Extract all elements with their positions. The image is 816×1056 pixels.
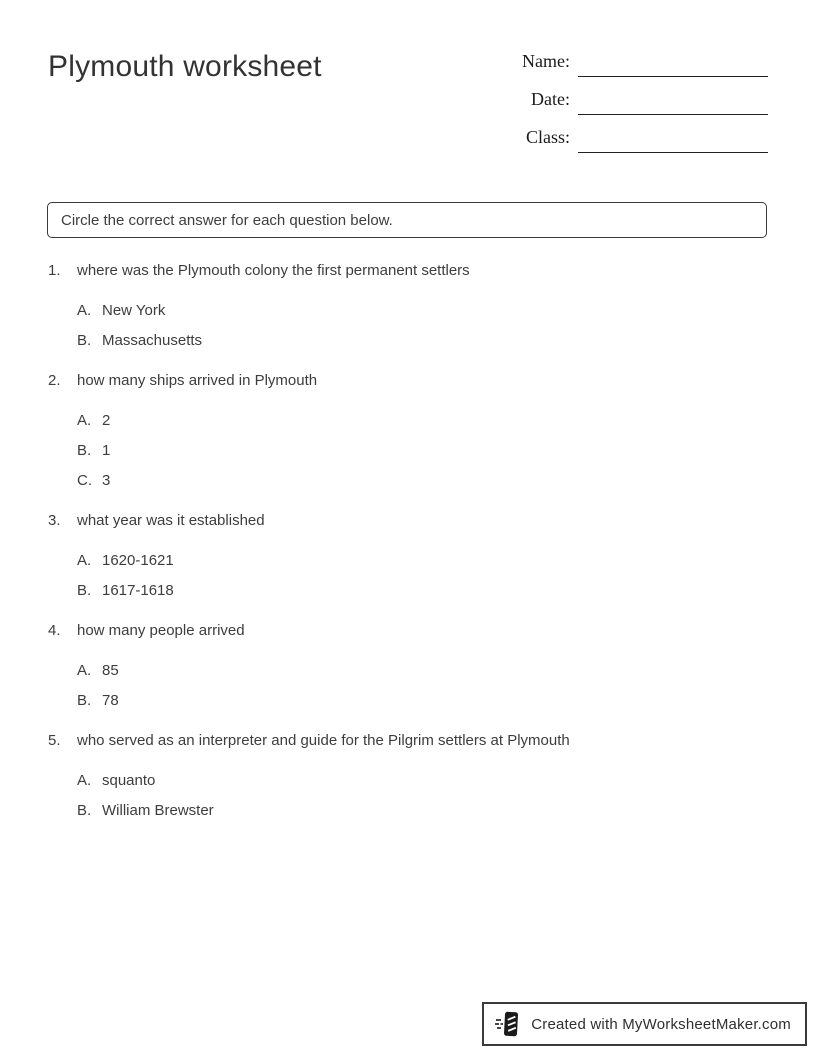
date-label: Date: [531,89,570,109]
question-3 [48,511,768,601]
class-label: Class: [525,127,570,147]
option-text: 78 [102,692,119,709]
date-field-row [496,88,768,115]
option-letter: B. [77,332,92,349]
worksheet-bolt-logo-icon [495,1010,522,1038]
option-text: 85 [102,662,119,679]
question-row [48,261,768,281]
name-label: Name: [522,51,570,71]
option-letter: A. [77,552,92,569]
option-text: 3 [102,472,111,489]
options-list [77,771,768,821]
option-letter: A. [77,662,92,679]
instructions-text: Circle the correct answer for each question below. [61,211,393,229]
answer-option [77,301,768,321]
question-number: 2. [48,372,61,389]
options-list [77,551,768,601]
answer-option [77,661,768,681]
option-text: Massachusetts [102,332,203,349]
options-list [77,661,768,711]
answer-option [77,331,768,351]
question-number: 3. [48,512,61,529]
class-blank-line [578,126,768,153]
option-text: New York [102,302,166,319]
answer-option [77,771,768,791]
question-5 [48,731,768,821]
question-text: how many ships arrived in Plymouth [77,372,318,389]
option-letter: A. [77,412,92,429]
question-row [48,731,768,751]
option-text: 1617-1618 [102,582,174,599]
answer-option [77,471,768,491]
options-list [77,301,768,351]
question-list [48,261,768,841]
answer-option [77,551,768,571]
answer-option [77,801,768,821]
option-text: 1 [102,442,111,459]
options-list [77,411,768,491]
answer-option [77,581,768,601]
option-letter: B. [77,582,92,599]
date-blank-line [578,88,768,115]
answer-option [77,691,768,711]
question-2 [48,371,768,491]
option-letter: A. [77,772,92,789]
question-row [48,371,768,391]
question-row [48,511,768,531]
answer-option [77,441,768,461]
instructions-box [47,202,767,238]
question-text: how many people arrived [77,622,245,639]
option-letter: B. [77,692,92,709]
class-field-row [496,126,768,153]
option-letter: A. [77,302,92,319]
student-info-fields [496,50,768,164]
option-letter: B. [77,802,92,819]
option-letter: C. [77,472,92,489]
footer-credit-text: Created with MyWorksheetMaker.com [531,1015,791,1033]
question-text: where was the Plymouth colony the first permanent settlers [77,262,470,279]
question-number: 5. [48,732,61,749]
option-text: squanto [102,772,156,789]
question-text: what year was it established [77,512,265,529]
option-text: 1620-1621 [102,552,174,569]
question-number: 4. [48,622,61,639]
name-field-row [496,50,768,77]
page-title: Plymouth worksheet [48,50,322,83]
question-1 [48,261,768,351]
question-row [48,621,768,641]
option-letter: B. [77,442,92,459]
question-number: 1. [48,262,61,279]
name-blank-line [578,50,768,77]
question-4 [48,621,768,711]
option-text: William Brewster [102,802,214,819]
option-text: 2 [102,412,111,429]
answer-option [77,411,768,431]
footer-credit-box [482,1002,807,1046]
question-text: who served as an interpreter and guide for the Pilgrim settlers at Plymouth [77,732,570,749]
